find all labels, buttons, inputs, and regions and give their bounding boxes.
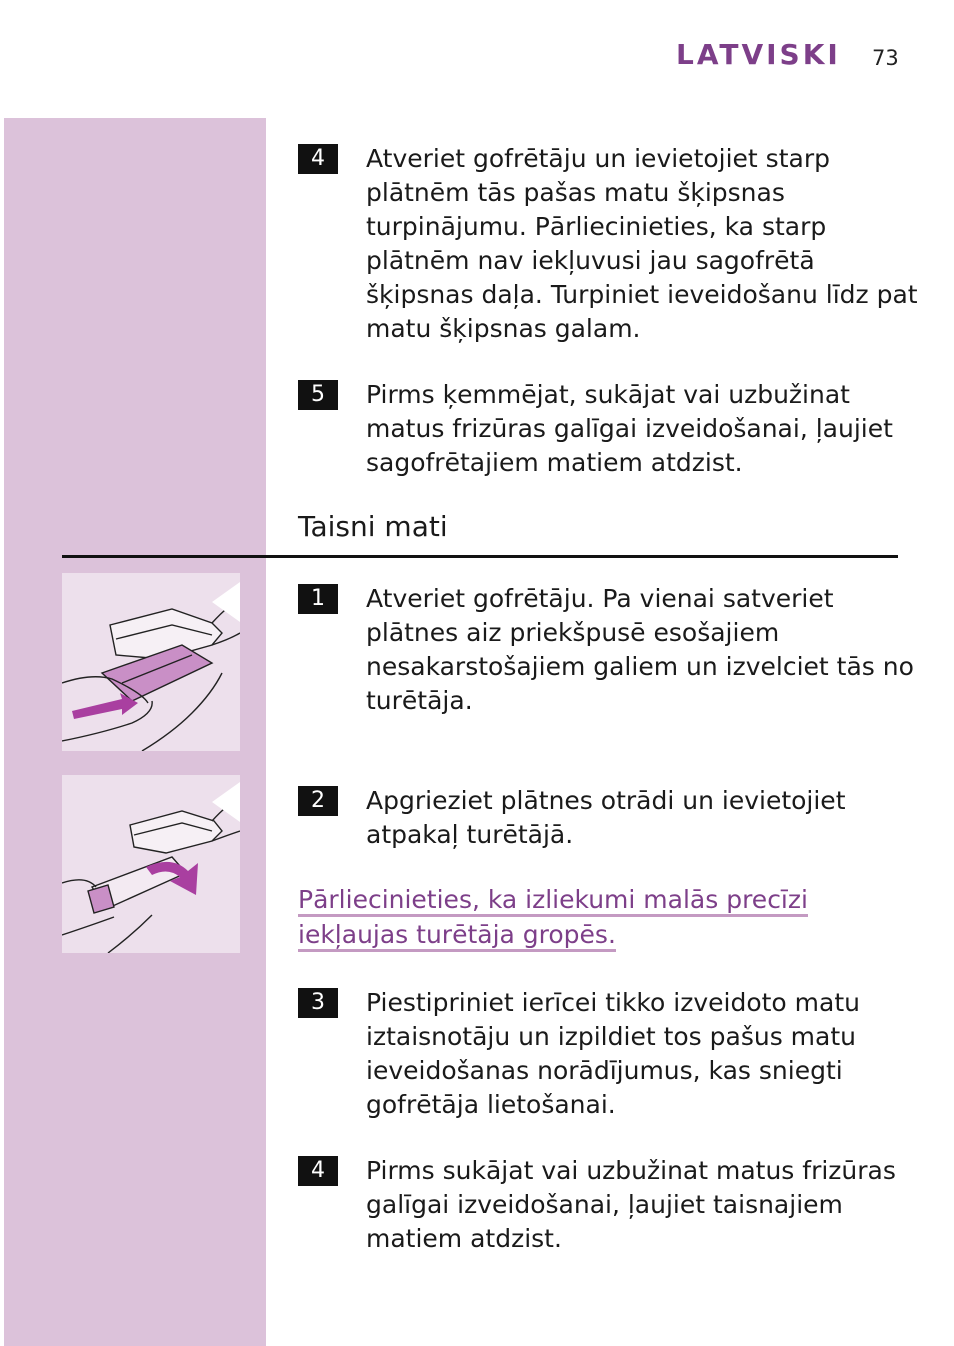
step-number: 3 <box>298 988 338 1018</box>
step-number: 4 <box>298 144 338 174</box>
section-title: Taisni mati <box>298 510 448 543</box>
step-number: 5 <box>298 380 338 410</box>
section-divider <box>62 555 898 558</box>
language-heading: LATVISKI <box>676 38 841 71</box>
illustration-pointer <box>212 782 240 822</box>
step-text: Atveriet gofrētāju. Pa vienai satveriet plātnes aiz priekšpusē esošajiem nesakarstošajiem galiem un izvelciet tās no turētāja. <box>366 584 914 715</box>
step-text: Apgrieziet plātnes otrādi un ievietojiet atpakaļ turētājā. <box>366 786 846 849</box>
step-text: Piestipriniet ierīcei tikko izveidoto matu iztaisnotāju un izpildiet tos pašus matu ieveidošanas norādījumus, kas sniegti gofrētāja lietošanai. <box>366 988 860 1119</box>
page-number: 73 <box>872 46 899 70</box>
step-number: 4 <box>298 1156 338 1186</box>
step-text: Atveriet gofrētāju un ievietojiet starp plātnēm tās pašas matu šķipsnas turpinājumu. Pārliecinieties, ka starp plātnēm nav iekļuvusi jau sagofrētā šķipsnas daļa. Turpiniet ieveidošanu līdz pat matu šķipsnas galam. <box>366 144 918 343</box>
illustration-pointer <box>212 582 240 622</box>
tip-text: Pārliecinieties, ka izliekumi malās precīzi iekļaujas turētāja gropēs. <box>298 885 808 952</box>
step-text: Pirms ķemmējat, sukājat vai uzbužinat matus frizūras galīgai izveidošanai, ļaujiet sagofrētajiem matiem atdzist. <box>366 380 893 477</box>
step-number: 2 <box>298 786 338 816</box>
step-number: 1 <box>298 584 338 614</box>
tip-note <box>298 882 898 952</box>
step-text: Pirms sukājat vai uzbužinat matus frizūras galīgai izveidošanai, ļaujiet taisnajiem matiem atdzist. <box>366 1156 896 1253</box>
